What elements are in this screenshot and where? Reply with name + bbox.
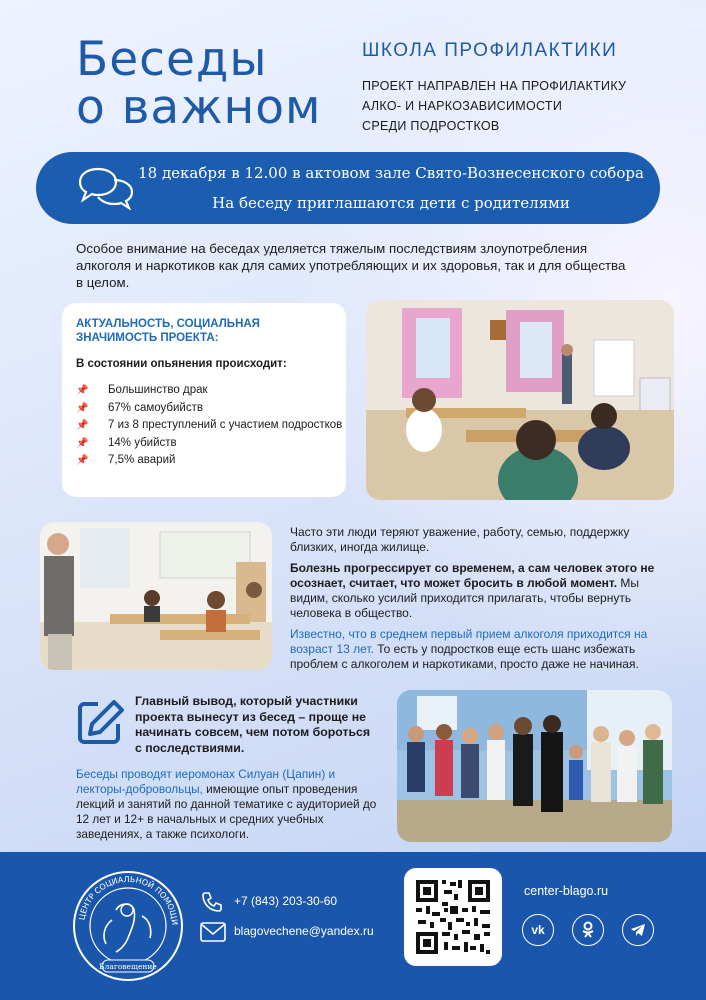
lecturers-text (76, 767, 382, 842)
conclusion-text: Главный вывод, который участники проекта вынесут из бесед – проще не начинать совсем, чем потом бороться с последствиями. (135, 694, 371, 755)
list-item (76, 436, 342, 450)
bold-statement: Болезнь прогрессирует со временем, а сам человек этого не осознает, считает, что может бросить в любой момент. (290, 561, 655, 590)
intro-text: Особое внимание на беседах уделяется тяжелым последствиям злоупотребления алкоголя и наркотиков как для самих употребляющих и их здоровья, так и для общества в целом. (76, 241, 626, 290)
title-line-2: о важном (76, 80, 322, 135)
group-photo (397, 690, 672, 842)
paragraph: Часто эти люди теряют уважение, работу, семью, поддержку близких, иногда жилище. (290, 525, 630, 554)
footer (0, 852, 706, 1000)
classroom-lecture-photo (366, 300, 674, 500)
list-item (76, 383, 342, 397)
project-line: СРЕДИ ПОДРОСТКОВ (362, 119, 500, 133)
relevance-subheading: В состоянии опьянения происходит: (76, 358, 287, 370)
title-line-1: Беседы (76, 32, 268, 87)
paragraph-rest: Мы видим, сколько усилий приходится прилагать, чтобы вернуть человека в общество. (290, 576, 640, 620)
odnoklassniki-icon[interactable] (572, 914, 604, 946)
svg-text:ЦЕНТР СОЦИАЛЬНОЙ ПОМОЩИ: ЦЕНТР СОЦИАЛЬНОЙ ПОМОЩИ (77, 874, 180, 926)
teacher-classroom-photo (40, 522, 272, 670)
pencil-square-icon (76, 698, 124, 746)
paragraph (290, 627, 676, 672)
chat-bubbles-icon (76, 166, 138, 210)
event-invite-line: На беседу приглашаются дети с родителями (212, 194, 570, 212)
lecturers-blue: Беседы проводят иеромонах Силуан (Цапин) и лекторы-добровольцы, (76, 767, 336, 796)
list-item-text: 7 из 8 преступлений с участием подростков (108, 419, 343, 431)
list-item (76, 418, 342, 432)
pin-icon: 📌 (76, 455, 89, 466)
event-date-line: 18 декабря в 12.00 в актовом зале Свято-Вознесенского собора (138, 164, 644, 182)
phone-number[interactable]: +7 (843) 203-30-60 (234, 894, 338, 908)
website-link[interactable]: center-blago.ru (524, 884, 609, 898)
statistics-list (76, 383, 342, 471)
relevance-card (62, 303, 346, 497)
project-line: ПРОЕКТ НАПРАВЛЕН НА ПРОФИЛАКТИКУ (362, 79, 627, 93)
list-item-text: Большинство драк (108, 384, 208, 396)
list-item-text: 67% самоубийств (108, 401, 203, 414)
paragraph (290, 561, 676, 621)
project-description (362, 76, 626, 136)
list-item-text: 7,5% аварий (108, 454, 176, 466)
consequences-text (290, 525, 676, 678)
project-line: АЛКО- И НАРКОЗАВИСИМОСТИ (362, 99, 563, 113)
pin-icon: 📌 (76, 385, 89, 396)
svg-text:Благовещение: Благовещение (99, 962, 157, 971)
center-seal-logo (72, 870, 184, 982)
pin-icon: 📌 (76, 437, 89, 449)
email-address[interactable]: blagovechene@yandex.ru (234, 924, 374, 938)
school-heading: ШКОЛА ПРОФИЛАКТИКИ (362, 40, 618, 61)
mail-icon (200, 922, 226, 942)
page-title (76, 32, 322, 135)
vk-icon[interactable]: vk (522, 914, 554, 946)
list-item-text: 14% убийств (108, 436, 177, 449)
pin-icon: 📌 (76, 420, 89, 431)
telegram-icon[interactable] (622, 914, 654, 946)
relevance-heading: АКТУАЛЬНОСТЬ, СОЦИАЛЬНАЯ ЗНАЧИМОСТЬ ПРОЕКТА: (76, 318, 260, 344)
paragraph-rest: То есть у подростков еще есть шанс избежать проблем с алкоголем и наркотиками, просто даже не начиная. (290, 642, 639, 671)
event-banner (36, 152, 660, 224)
qr-code[interactable] (404, 868, 502, 966)
lecturers-rest: имеющие опыт проведения лекций и занятий по данной тематике с аудиторией до 12 лет и 12+ в начальных и средних учебных заведениях, а также психологи. (76, 782, 377, 841)
list-item (76, 453, 342, 467)
pin-icon: 📌 (76, 402, 89, 414)
blue-statement: Известно, что в среднем первый прием алкоголя приходится на возраст 13 лет. (290, 627, 648, 656)
list-item (76, 401, 342, 415)
phone-icon (200, 890, 224, 914)
